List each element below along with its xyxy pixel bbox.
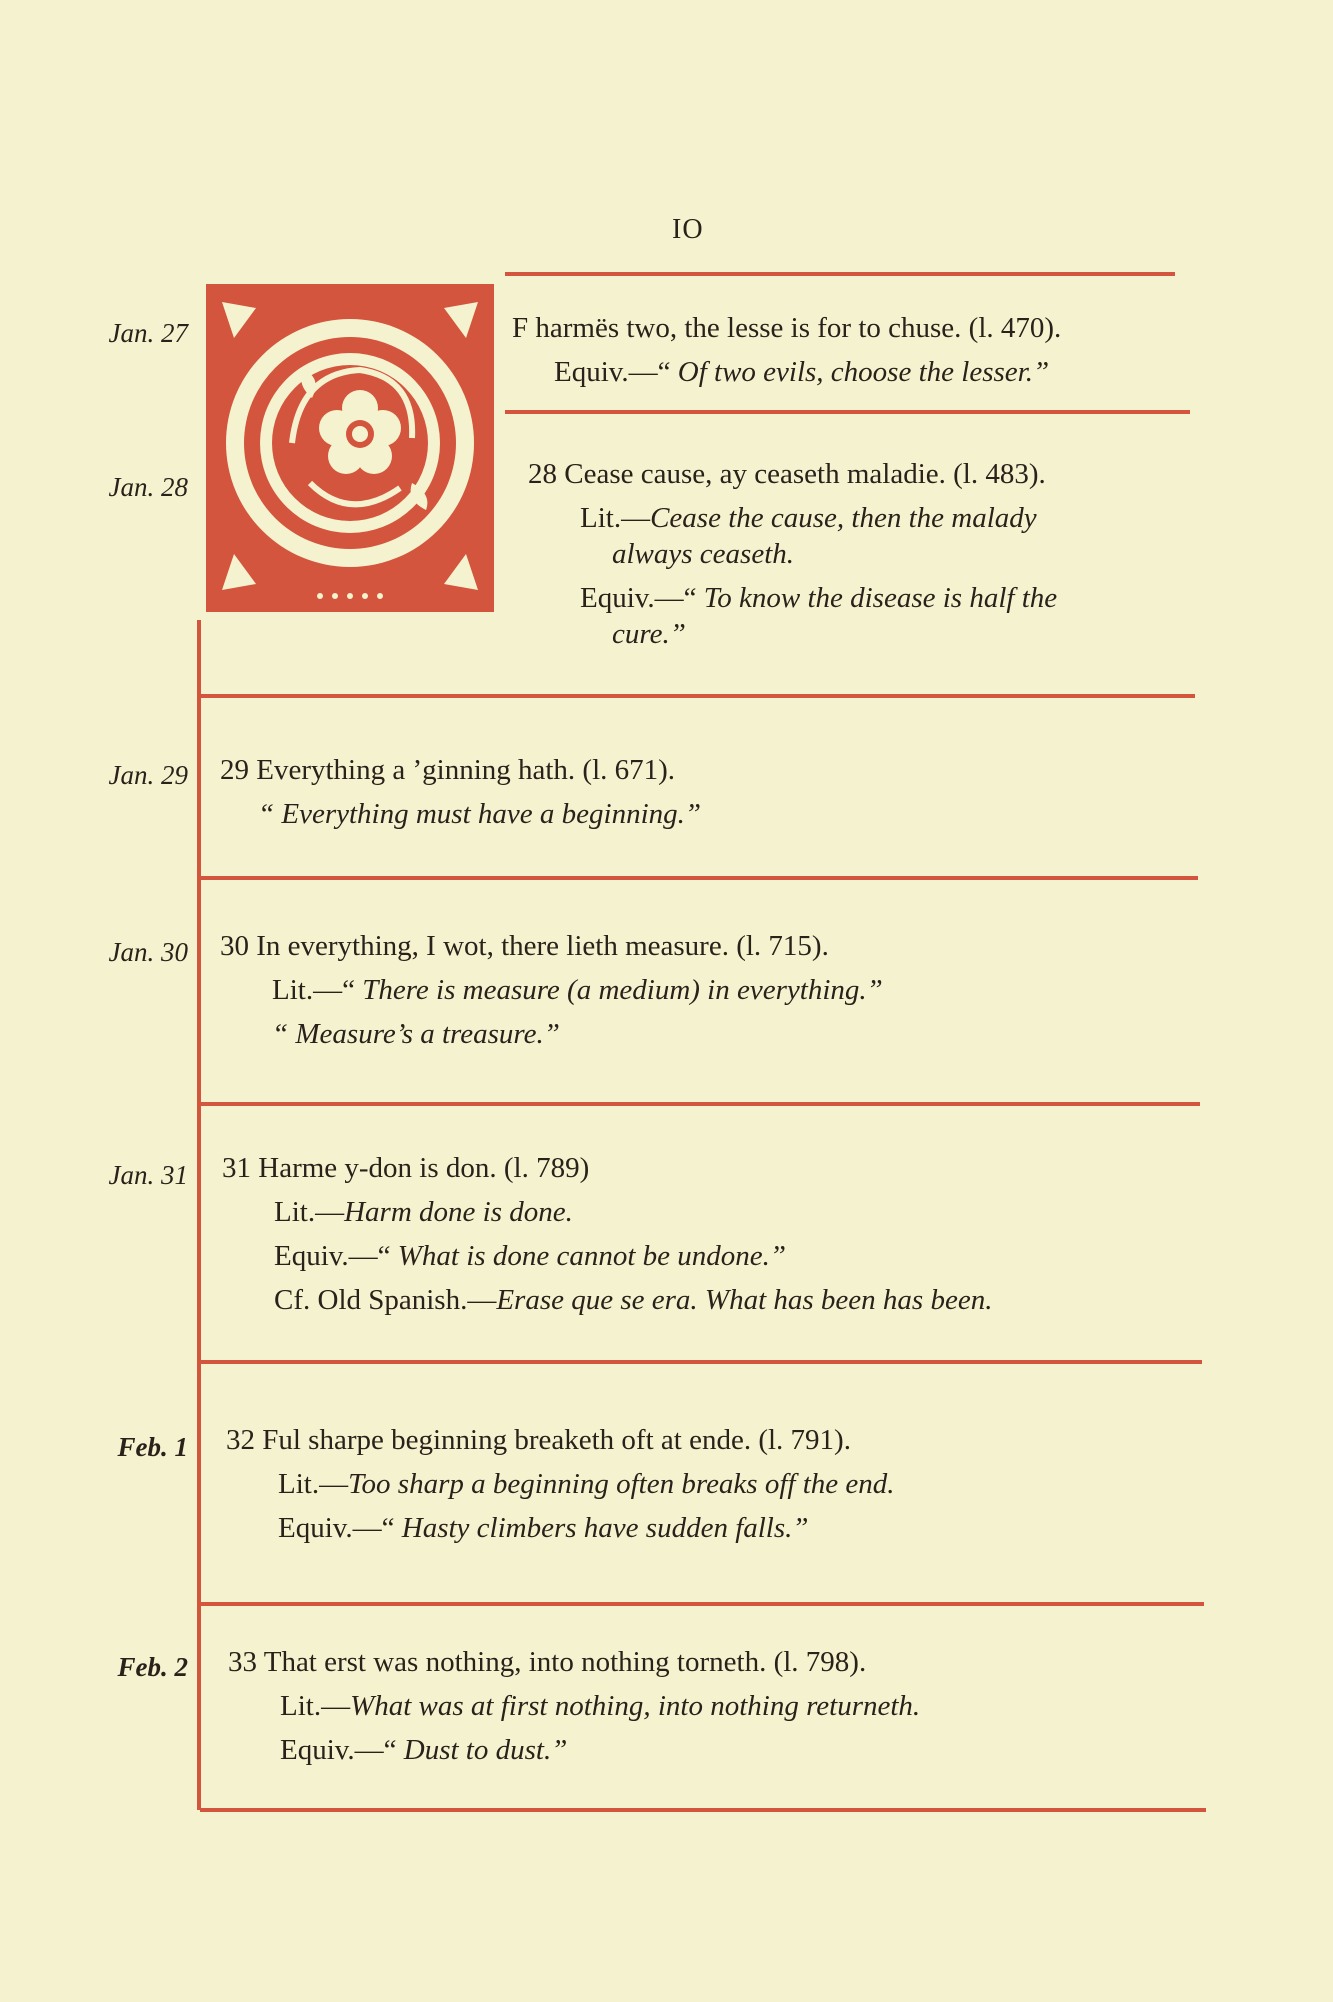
- equiv-text: “ Everything must have a beginning.”: [258, 798, 702, 830]
- equiv-text-cont: cure.”: [612, 618, 686, 650]
- equiv-label: Equiv.—“: [580, 582, 697, 614]
- equiv-text: To know the disease is half the: [703, 582, 1058, 614]
- bottom-rule: [200, 1808, 1206, 1812]
- rule-after-32: [200, 1602, 1204, 1606]
- entry-text: 28 Cease cause, ay ceaseth maladie. (l. 483).: [528, 458, 1046, 490]
- equiv-text: “ Measure’s a treasure.”: [272, 1018, 560, 1050]
- page-number: IO: [672, 214, 704, 245]
- rule-after-30: [200, 1102, 1200, 1106]
- lit-text: Harm done is done.: [344, 1196, 573, 1228]
- entry-text: 30 In everything, I wot, there lieth measure. (l. 715).: [220, 930, 829, 962]
- equiv-text: Of two evils, choose the lesser.”: [677, 356, 1050, 388]
- lit-text: Cease the cause, then the malady: [650, 502, 1037, 534]
- lit-label: Lit.—: [278, 1468, 349, 1500]
- left-rule: [197, 620, 201, 1810]
- entry-jan-28: [528, 452, 1057, 656]
- entry-feb-1: [226, 1418, 895, 1550]
- entry-text: 31 Harme y-don is don. (l. 789): [222, 1152, 590, 1184]
- equiv-text: What is done cannot be undone.”: [397, 1240, 786, 1272]
- lit-label: Lit.—: [580, 502, 651, 534]
- date-jan-30: Jan. 30: [108, 937, 188, 967]
- rule-after-27: [505, 410, 1190, 414]
- lit-text: There is measure (a medium) in everything.”: [362, 974, 883, 1006]
- entry-feb-2: [228, 1640, 920, 1772]
- equiv-text: Hasty climbers have sudden falls.”: [401, 1512, 809, 1544]
- rule-after-28: [200, 694, 1195, 698]
- date-feb-1: Feb. 1: [117, 1432, 188, 1462]
- lit-label: Lit.—: [274, 1196, 345, 1228]
- lit-text-cont: always ceaseth.: [612, 538, 795, 570]
- entry-jan-29: [220, 748, 701, 836]
- cf-label: Cf. Old Spanish.—: [274, 1284, 497, 1316]
- entry-jan-30: [220, 924, 883, 1056]
- lit-text: Too sharp a beginning often breaks off the end.: [348, 1468, 895, 1500]
- decorated-initial-o: [200, 278, 500, 618]
- equiv-text: Dust to dust.”: [403, 1734, 568, 1766]
- entry-text: 32 Ful sharpe beginning breaketh oft at ende. (l. 791).: [226, 1424, 851, 1456]
- lit-label: Lit.—“: [272, 974, 355, 1006]
- date-jan-29: Jan. 29: [108, 760, 188, 790]
- lit-text: What was at first nothing, into nothing returneth.: [350, 1690, 921, 1722]
- top-rule: [505, 272, 1175, 276]
- entry-text: 33 That erst was nothing, into nothing torneth. (l. 798).: [228, 1646, 867, 1678]
- date-feb-2: Feb. 2: [117, 1652, 188, 1682]
- equiv-label: Equiv.—“: [274, 1240, 391, 1272]
- ornament-icon: [200, 278, 500, 618]
- date-jan-31: Jan. 31: [108, 1160, 188, 1190]
- lit-label: Lit.—: [280, 1690, 351, 1722]
- rule-after-31: [200, 1360, 1202, 1364]
- rule-after-29: [200, 876, 1198, 880]
- entry-jan-27: [512, 306, 1061, 394]
- date-jan-28: Jan. 28: [108, 472, 188, 502]
- equiv-label: Equiv.—“: [554, 356, 671, 388]
- entry-text: 29 Everything a ’ginning hath. (l. 671).: [220, 754, 676, 786]
- entry-text: F harmës two, the lesse is for to chuse. (l. 470).: [512, 312, 1062, 344]
- cf-text: Erase que se era. What has been has been.: [496, 1284, 993, 1316]
- entry-jan-31: [222, 1146, 992, 1322]
- equiv-label: Equiv.—“: [280, 1734, 397, 1766]
- date-jan-27: Jan. 27: [108, 318, 188, 348]
- equiv-label: Equiv.—“: [278, 1512, 395, 1544]
